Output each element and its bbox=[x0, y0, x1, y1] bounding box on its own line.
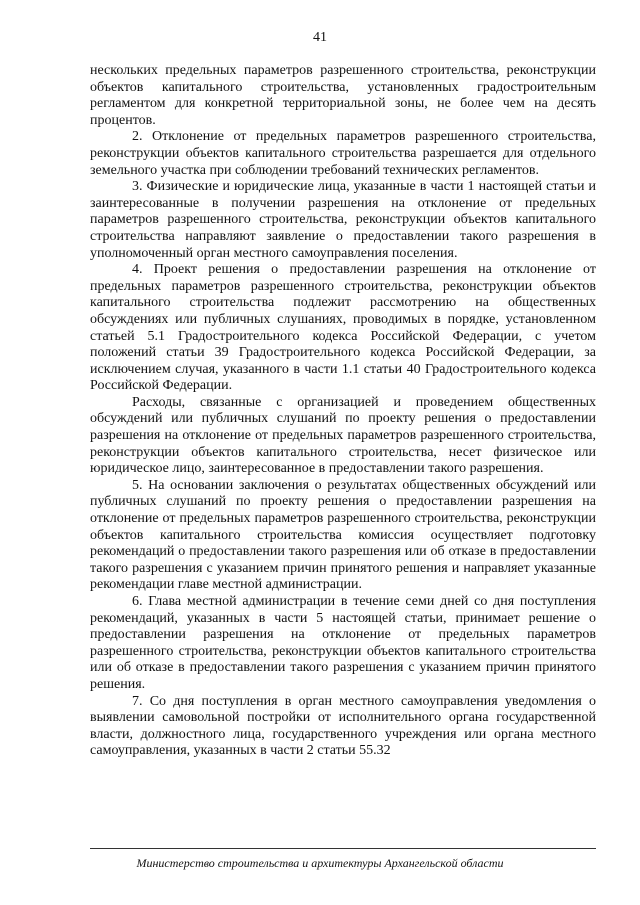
paragraph-continuation: нескольких предельных параметров разрешенного строительства, реконструкции объектов капитального строительства, установленных градостроительным регламентом для конкретной территориальной зоны, не более чем на десять процентов. bbox=[90, 63, 596, 128]
paragraph-item-4: 4. Проект решения о предоставлении разрешения на отклонение от предельных параметров разрешенного строительства, реконструкции объектов капитального строительства подлежит рассмотрению на общественных обсуждениях или публичных слушаниях, проводимых в порядке, установленном статьей 5.1 Градостроительного кодекса Российской Федерации, с учетом положений статьи 39 Градостроительного кодекса Российской Федерации, за исключением случая, указанного в части 1.1 статьи 40 Градостроительного кодекса Российской Федерации. bbox=[90, 262, 596, 394]
paragraph-item-5: 5. На основании заключения о результатах общественных обсуждений или публичных слушаний по проекту решения о предоставлении разрешения на отклонение от предельных параметров разрешенного строительства, реконструкции объектов капитального строительства комиссия осуществляет подготовку рекомендаций о предоставлении такого разрешения или об отказе в предоставлении такого разрешения с указанием причин принятого решения и направляет указанные рекомендации главе местной администрации. bbox=[90, 477, 596, 593]
paragraph-item-7: 7. Со дня поступления в орган местного самоуправления уведомления о выявлении самовольной постройки от исполнительного органа государственной власти, должностного лица, государственного учреждения или органа местного самоуправления, указанных в части 2 статьи 55.32 bbox=[90, 693, 596, 759]
document-body bbox=[90, 63, 596, 760]
footer-divider bbox=[90, 848, 596, 849]
paragraph-item-3: 3. Физические и юридические лица, указанные в части 1 настоящей статьи и заинтересованные в получении разрешения на отклонение от предельных параметров разрешенного строительства, реконструкции объектов капитального строительства направляют заявление о предоставлении такого разрешения в уполномоченный орган местного самоуправления поселения. bbox=[90, 179, 596, 261]
page-number: 41 bbox=[313, 30, 327, 45]
paragraph-item-6: 6. Глава местной администрации в течение семи дней со дня поступления рекомендаций, указанных в части 5 настоящей статьи, принимает решение о предоставлении разрешения на отклонение от предельных параметров разрешенного строительства, реконструкции объектов капитального строительства или об отказе в предоставлении такого разрешения с указанием причин принятого решения. bbox=[90, 594, 596, 692]
paragraph-item-2: 2. Отклонение от предельных параметров разрешенного строительства, реконструкции объектов капитального строительства разрешается для отдельного земельного участка при соблюдении требований технических регламентов. bbox=[90, 129, 596, 178]
footer-ministry-name: Министерство строительства и архитектуры Архангельской области bbox=[136, 856, 504, 870]
paragraph-expenses: Расходы, связанные с организацией и проведением общественных обсуждений или публичных слушаний по проекту решения о предоставлении разрешения на отклонение от предельных параметров разрешенного строительства, реконструкции объектов капитального строительства, несет физическое или юридическое лицо, заинтересованное в предоставлении такого разрешения. bbox=[90, 394, 596, 477]
